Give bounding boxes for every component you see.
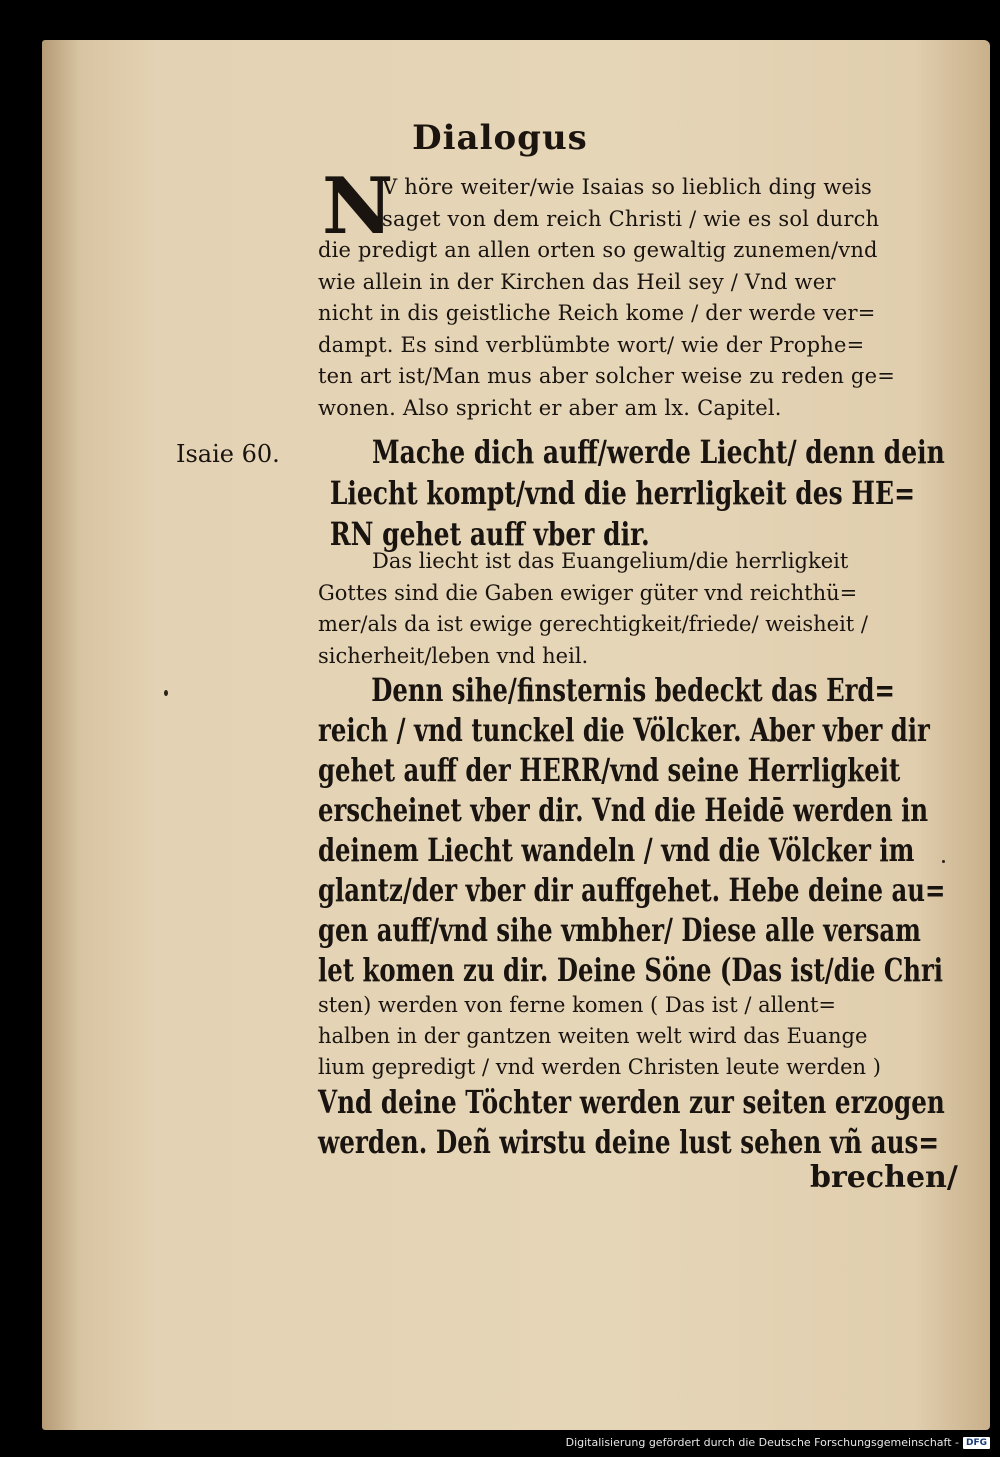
text-line: ten art ist/Man mus aber solcher weise zu reden ge=: [318, 364, 895, 388]
text-line: nicht in dis geistliche Reich kome / der werde ver=: [318, 301, 876, 325]
text-line: Das liecht ist das Euangelium/die herrligkeit: [372, 549, 849, 573]
text-line: Mache dich auff/werde Liecht/ denn dein: [372, 433, 945, 471]
scripture-quote: [329, 432, 945, 555]
text-line: gen auff/vnd sihe vmbher/ Diese alle versam: [318, 911, 921, 949]
text-line: sicherheit/leben vnd heil.: [318, 643, 589, 668]
paper-speck: [164, 690, 168, 696]
gloss-paragraph: [318, 546, 868, 672]
gloss-inline: [318, 990, 881, 1083]
text-line: dampt. Es sind verblümbte wort/ wie der Prophe=: [318, 332, 865, 357]
text-line: Vnd deine Töchter werden zur seiten erzogen: [318, 1083, 945, 1121]
text-line: let komen zu dir. Deine Söne (Das ist/die Chri: [318, 951, 944, 989]
text-line: Gottes sind die Gaben ewiger güter vnd reichthü=: [318, 580, 858, 605]
text-line: saget von dem reich Christi / wie es sol durch: [382, 206, 880, 231]
intro-paragraph: [318, 172, 895, 424]
scripture-quote-final: [318, 1082, 945, 1162]
dfg-logo-icon: DFG: [963, 1437, 990, 1449]
text-line: erscheinet vber dir. Vnd die Heidē werden in: [318, 791, 929, 829]
text-line: sten) werden von ferne komen ( Das ist / allent=: [318, 993, 837, 1017]
text-line: V höre weiter/wie Isaias so lieblich ding weis: [382, 175, 873, 199]
scripture-quote-continued: [318, 670, 945, 990]
page-title: Dialogus: [412, 118, 588, 158]
text-line: Denn sihe/finsternis bedeckt das Erd=: [371, 671, 895, 709]
text-line: die predigt an allen orten so gewaltig zunemen/vnd: [318, 238, 878, 262]
text-line: glantz/der vber dir auffgehet. Hebe deine au=: [318, 871, 946, 909]
text-line: Liecht kompt/vnd die herrligkeit des HE=: [329, 474, 916, 512]
catchword: brechen/: [810, 1160, 958, 1195]
text-line: reich / vnd tunckel die Völcker. Aber vber dir: [318, 711, 930, 749]
text-line: werden. Deñ wirstu deine lust sehen vñ aus=: [318, 1123, 940, 1161]
drop-capital: N: [322, 161, 394, 252]
text-line: lium gepredigt / vnd werden Christen leute werden ): [318, 1055, 881, 1079]
credit-text: Digitalisierung gefördert durch die Deutsche Forschungsgemeinschaft -: [565, 1436, 959, 1449]
text-line: deinem Liecht wandeln / vnd die Völcker im: [318, 831, 915, 869]
margin-reference: Isaie 60.: [176, 440, 280, 468]
text-line: wonen. Also spricht er aber am lx. Capitel.: [318, 395, 782, 420]
text-line: gehet auff der HERR/vnd seine Herrligkeit: [318, 751, 901, 789]
text-line: wie allein in der Kirchen das Heil sey / Vnd wer: [318, 269, 836, 294]
text-line: halben in der gantzen weiten welt wird das Euange: [318, 1024, 868, 1048]
text-line: RN gehet auff vber dir.: [329, 515, 650, 553]
text-line: mer/als da ist ewige gerechtigkeit/friede/ weisheit /: [318, 612, 868, 636]
digitization-credit: [566, 1436, 990, 1449]
